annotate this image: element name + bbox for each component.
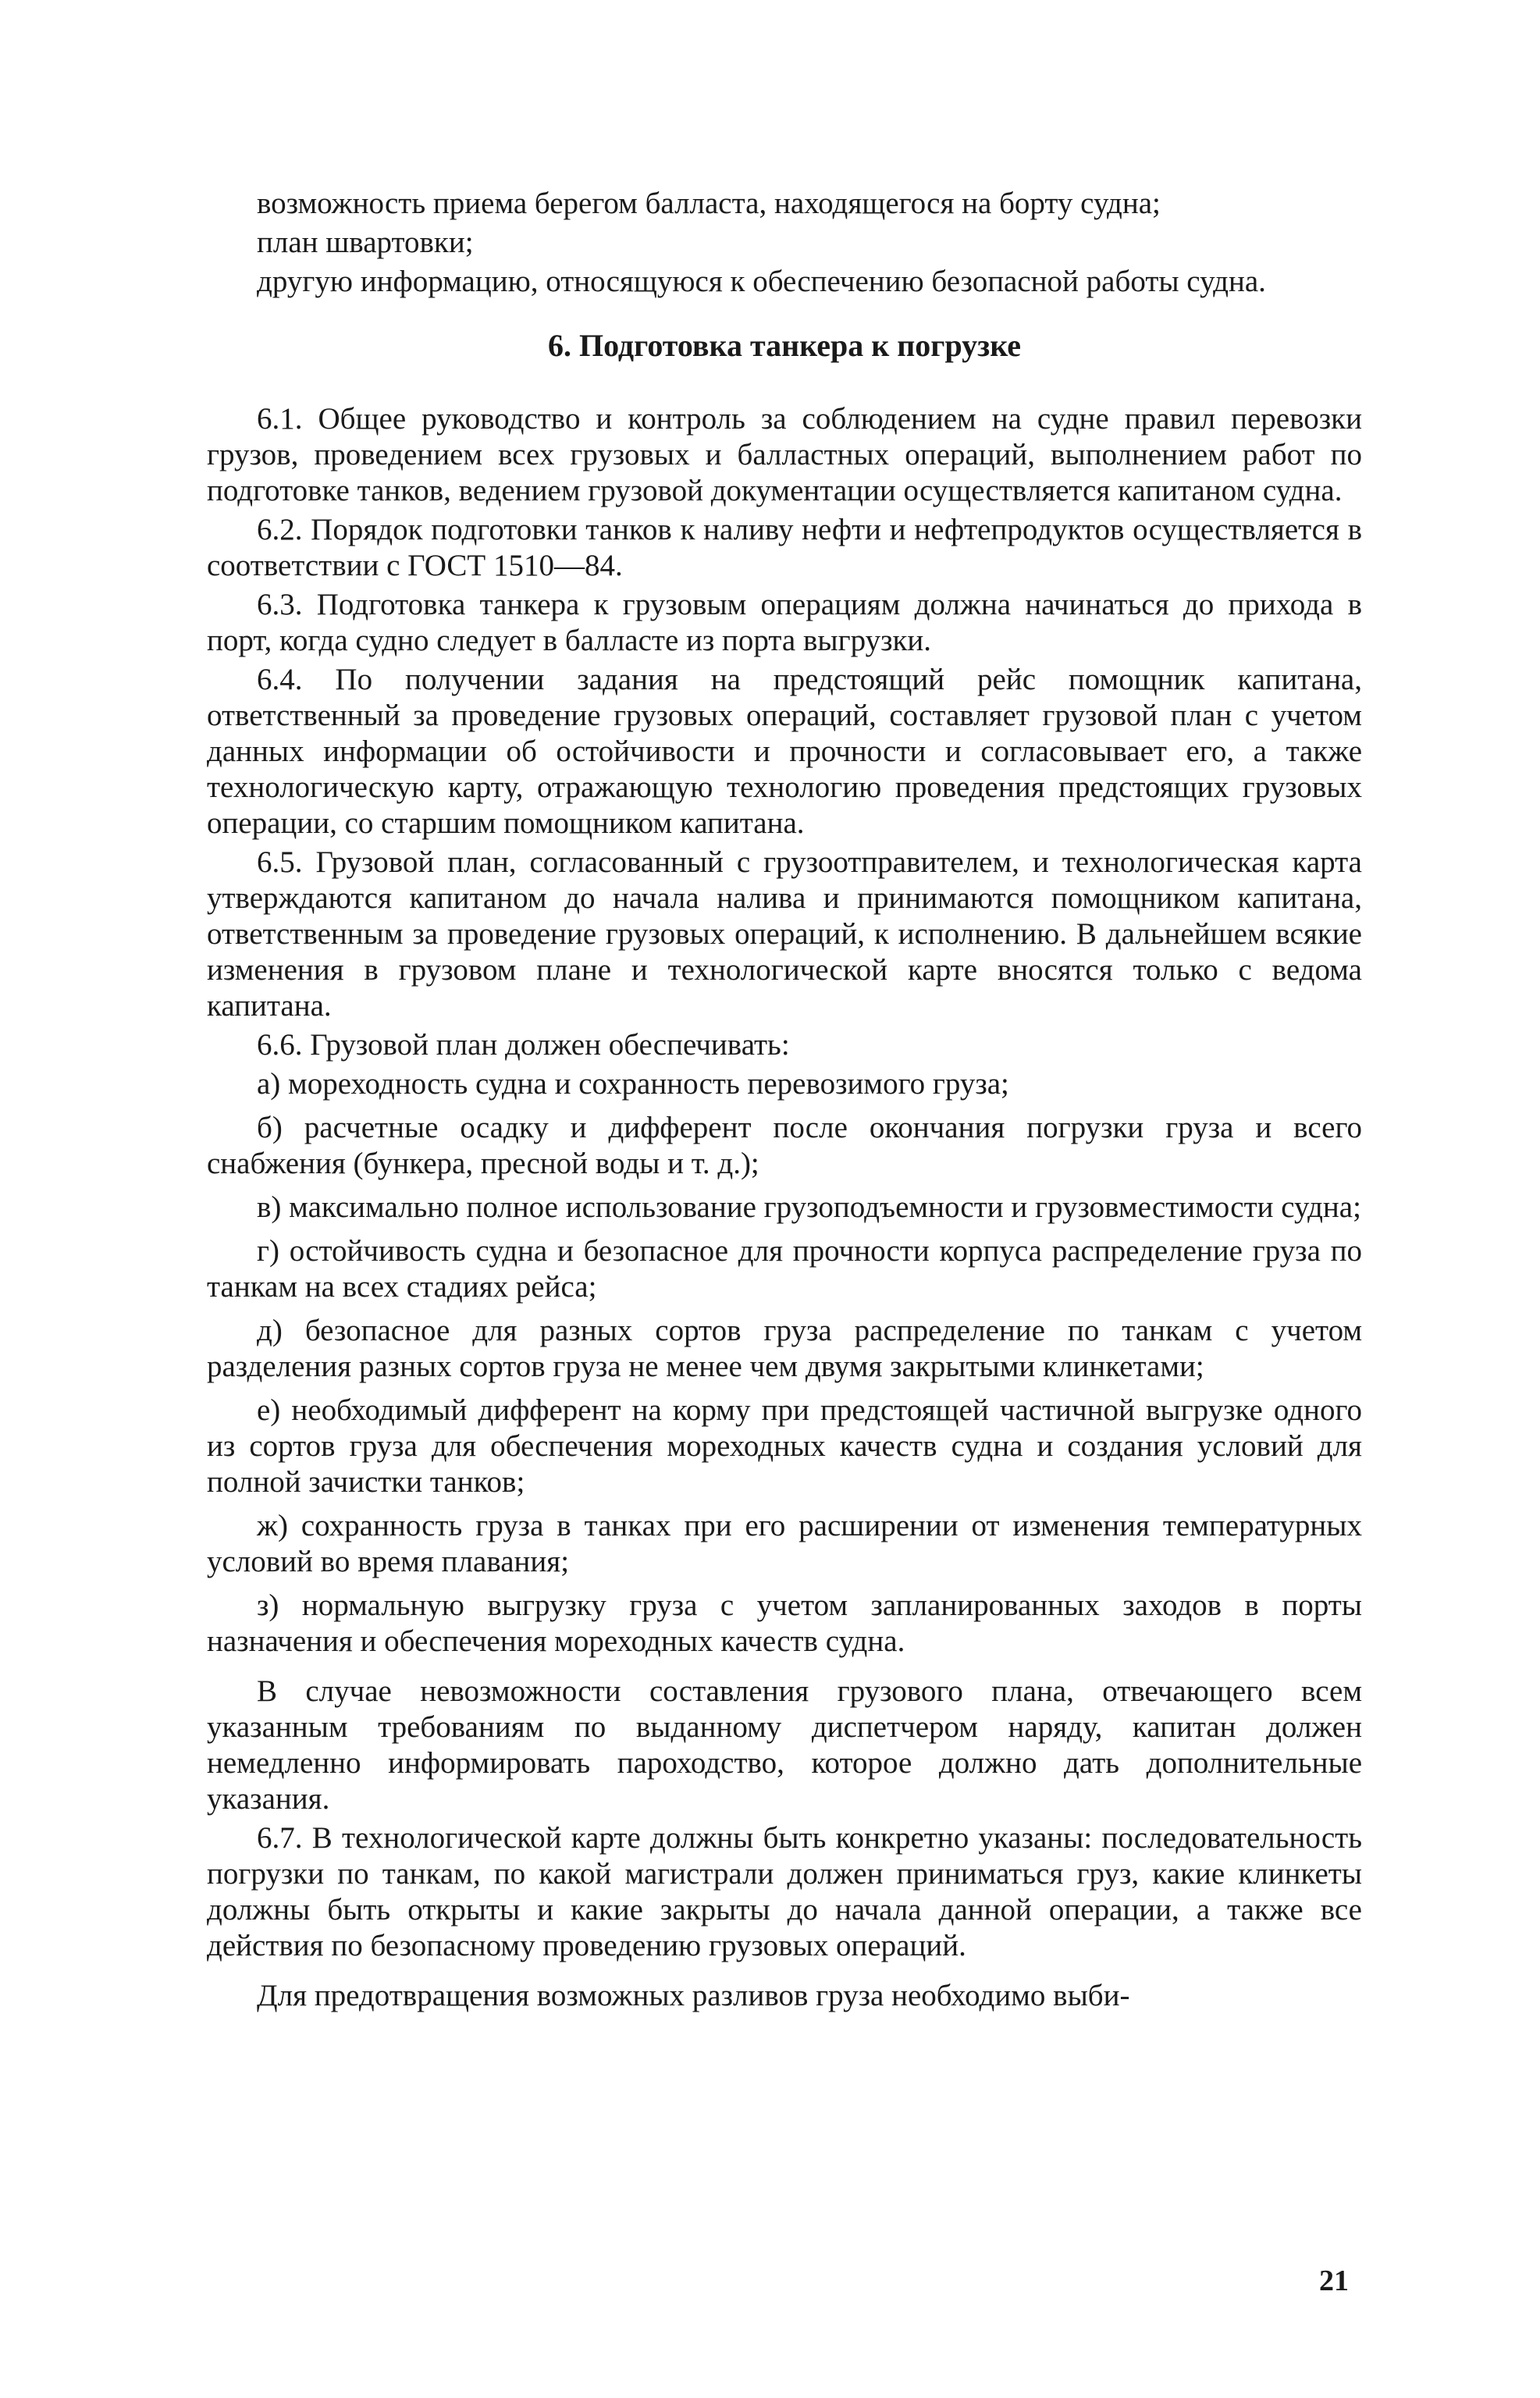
page-number: 21 — [1319, 2265, 1349, 2297]
list-item-e: е) необходимый дифферент на корму при предстоящей частичной выгрузке одного из сортов груза для обеспечения мореходных качеств судна и создания условий для полной зачистки танков; — [207, 1393, 1362, 1499]
list-item-zh: ж) сохранность груза в танках при его расширении от изменения температурных условий во время плавания; — [207, 1509, 1362, 1578]
paragraph-6-2: 6.2. Порядок подготовки танков к наливу нефти и нефтепродуктов осуществляется в соответствии с ГОСТ 1510—84. — [207, 513, 1362, 582]
section-title: 6. Подготовка танкера к погрузке — [547, 328, 1022, 363]
paragraph-6-7: 6.7. В технологической карте должны быть конкретно указаны: последовательность погрузки по танкам, по какой магистрали должен приниматься груз, какие клинкеты должны быть открыты и какие закрыты до начала данной операции, а также все действия по безопасному проведению грузовых операций. — [207, 1821, 1362, 1962]
list-item-g: г) остойчивость судна и безопасное для прочности корпуса распределение груза по танкам на всех стадиях рейса; — [207, 1234, 1362, 1304]
list-item-v: в) максимально полное использование грузоподъемности и грузовместимости судна; — [257, 1190, 1361, 1224]
list-item-z: з) нормальную выгрузку груза с учетом запланированных заходов в порты назначения и обеспечения мореходных качеств судна. — [207, 1589, 1362, 1658]
paragraph-last: Для предотвращения возможных разливов груза необходимо выби- — [257, 1979, 1130, 2012]
paragraph-6-3: 6.3. Подготовка танкера к грузовым операциям должна начинаться до прихода в порт, когда судно следует в балласте из порта выгрузки. — [207, 588, 1362, 657]
list-item-b: б) расчетные осадку и дифферент после окончания погрузки груза и всего снабжения (бункера, пресной воды и т. д.); — [207, 1111, 1362, 1180]
intro-line-3: другую информацию, относящуюся к обеспечению безопасной работы судна. — [257, 265, 1266, 298]
paragraph-6-4: 6.4. По получении задания на предстоящий рейс помощник капитана, ответственный за проведение грузовых операций, составляет грузовой план с учетом данных информации об остойчивости и прочности и согласовывает его, а также технологическую карту, отражающую технологию проведения предстоящих грузовых операции, со старшим помощником капитана. — [207, 663, 1362, 840]
list-item-d: д) безопасное для разных сортов груза распределение по танкам с учетом разделения разных сортов груза не менее чем двумя закрытыми клинкетами; — [207, 1314, 1362, 1383]
paragraph-6-6: 6.6. Грузовой план должен обеспечивать: — [257, 1028, 790, 1062]
paragraph-6-5: 6.5. Грузовой план, согласованный с грузоотправителем, и технологическая карта утверждаются капитаном до начала налива и принимаются помощником капитана, ответственным за проведение грузовых операций, к исполнению. В дальнейшем всякие изменения в грузовом плане и технологической карте вносятся только с ведома капитана. — [207, 845, 1362, 1023]
intro-line-1: возможность приема берегом балласта, находящегося на борту судна; — [257, 187, 1161, 220]
intro-line-2: план швартовки; — [257, 226, 474, 259]
paragraph-case: В случае невозможности составления грузового плана, отвечающего всем указанным требованиям по выданному диспетчером наряду, капитан должен немедленно информировать пароходство, которое должно дать дополнительные указания. — [207, 1674, 1362, 1816]
list-item-a: а) мореходность судна и сохранность перевозимого груза; — [257, 1067, 1009, 1101]
document-page — [207, 186, 1362, 2017]
paragraph-6-1: 6.1. Общее руководство и контроль за соблюдением на судне правил перевозки грузов, проведением всех грузовых и балластных операций, выполнением работ по подготовке танков, ведением грузовой документации осуществляется капитаном судна. — [207, 402, 1362, 507]
